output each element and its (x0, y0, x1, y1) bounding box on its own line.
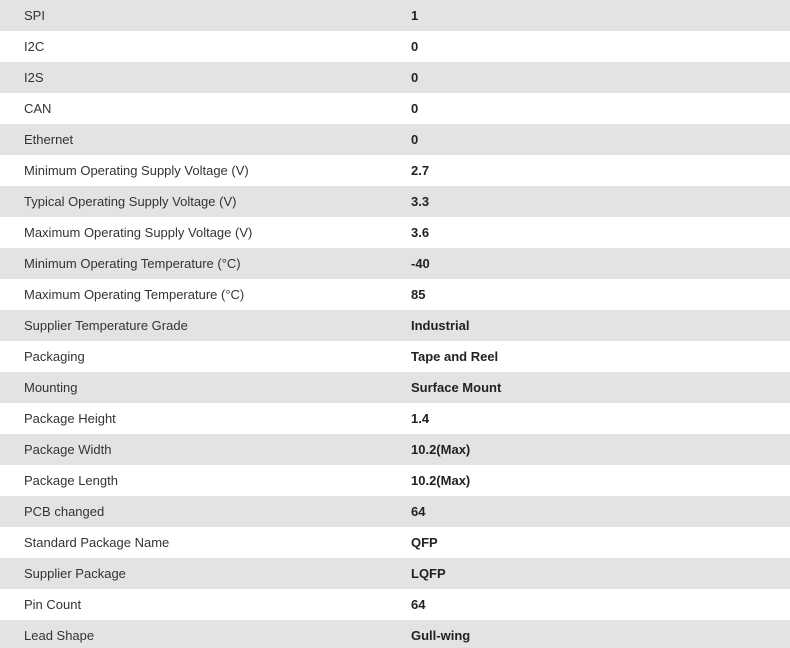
spec-label: Pin Count (0, 589, 388, 620)
spec-value: 1 (388, 0, 790, 31)
spec-value: 64 (388, 496, 790, 527)
spec-row-package-height (0, 403, 790, 434)
spec-row-standard-package-name (0, 527, 790, 558)
spec-row-pcb-changed (0, 496, 790, 527)
spec-value: 10.2(Max) (388, 465, 790, 496)
spec-value: 2.7 (388, 155, 790, 186)
spec-label: Standard Package Name (0, 527, 388, 558)
spec-value: Gull-wing (388, 620, 790, 648)
spec-label: I2S (0, 62, 388, 93)
spec-label: Maximum Operating Supply Voltage (V) (0, 217, 388, 248)
spec-value: 3.3 (388, 186, 790, 217)
spec-label: I2C (0, 31, 388, 62)
spec-value: Industrial (388, 310, 790, 341)
spec-label: Package Height (0, 403, 388, 434)
spec-label: SPI (0, 0, 388, 31)
spec-value: 64 (388, 589, 790, 620)
spec-row-ethernet (0, 124, 790, 155)
spec-value: 0 (388, 31, 790, 62)
spec-row-lead-shape (0, 620, 790, 648)
spec-value: 85 (388, 279, 790, 310)
spec-label: Packaging (0, 341, 388, 372)
spec-row-typ-supply-voltage (0, 186, 790, 217)
spec-row-max-supply-voltage (0, 217, 790, 248)
spec-value: -40 (388, 248, 790, 279)
spec-row-can (0, 93, 790, 124)
spec-value: 3.6 (388, 217, 790, 248)
spec-row-temperature-grade (0, 310, 790, 341)
spec-row-package-width (0, 434, 790, 465)
spec-label: Ethernet (0, 124, 388, 155)
spec-label: Typical Operating Supply Voltage (V) (0, 186, 388, 217)
spec-value: Surface Mount (388, 372, 790, 403)
spec-value: 1.4 (388, 403, 790, 434)
spec-row-pin-count (0, 589, 790, 620)
spec-row-supplier-package (0, 558, 790, 589)
spec-row-i2c (0, 31, 790, 62)
spec-label: Maximum Operating Temperature (°C) (0, 279, 388, 310)
spec-row-max-temperature (0, 279, 790, 310)
spec-value: 10.2(Max) (388, 434, 790, 465)
spec-row-packaging (0, 341, 790, 372)
spec-row-min-supply-voltage (0, 155, 790, 186)
spec-label: Package Width (0, 434, 388, 465)
spec-row-min-temperature (0, 248, 790, 279)
spec-value: 0 (388, 124, 790, 155)
spec-row-mounting (0, 372, 790, 403)
spec-label: Supplier Package (0, 558, 388, 589)
spec-label: Lead Shape (0, 620, 388, 648)
spec-value: LQFP (388, 558, 790, 589)
spec-value: Tape and Reel (388, 341, 790, 372)
spec-label: Supplier Temperature Grade (0, 310, 388, 341)
spec-value: 0 (388, 93, 790, 124)
spec-value: 0 (388, 62, 790, 93)
spec-label: Package Length (0, 465, 388, 496)
spec-value: QFP (388, 527, 790, 558)
spec-row-spi (0, 0, 790, 31)
spec-label: CAN (0, 93, 388, 124)
spec-label: Minimum Operating Temperature (°C) (0, 248, 388, 279)
spec-label: Minimum Operating Supply Voltage (V) (0, 155, 388, 186)
spec-row-i2s (0, 62, 790, 93)
spec-label: Mounting (0, 372, 388, 403)
spec-row-package-length (0, 465, 790, 496)
spec-label: PCB changed (0, 496, 388, 527)
